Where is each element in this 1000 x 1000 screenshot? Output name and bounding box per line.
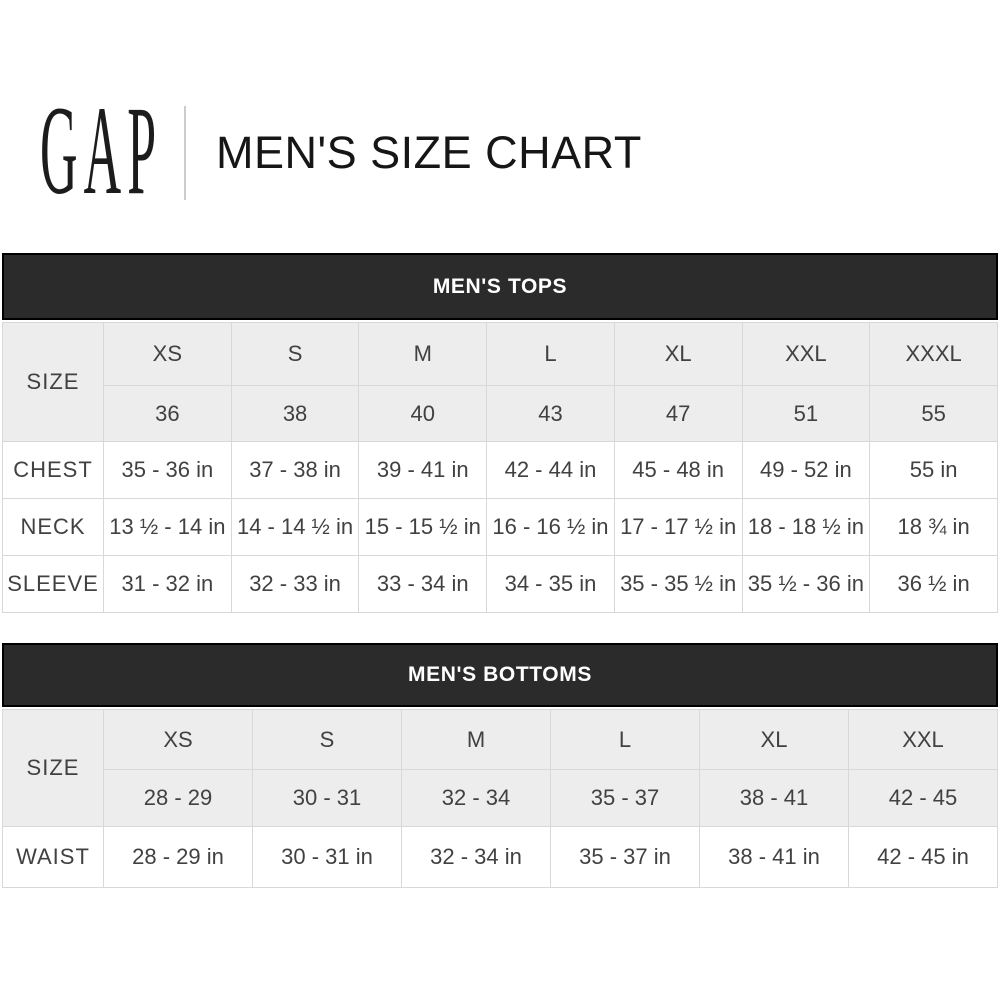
value-cell: 36 ½ in xyxy=(870,556,998,613)
size-table xyxy=(2,709,998,888)
value-cell: 14 - 14 ½ in xyxy=(231,499,359,556)
row-label-cell: WAIST xyxy=(3,827,104,888)
page-header xyxy=(0,0,1000,253)
measurement-row xyxy=(3,827,998,888)
size-letter-cell: S xyxy=(231,323,359,386)
size-number-cell: 40 xyxy=(359,386,487,442)
size-letter-cell: XS xyxy=(104,710,253,770)
value-cell: 32 - 33 in xyxy=(231,556,359,613)
value-cell: 34 - 35 in xyxy=(487,556,615,613)
table-title: MEN'S TOPS xyxy=(432,274,568,298)
value-cell: 35 - 37 in xyxy=(551,827,700,888)
value-cell: 35 - 35 ½ in xyxy=(614,556,742,613)
value-cell: 28 - 29 in xyxy=(104,827,253,888)
gap-logo xyxy=(40,78,163,221)
size-letter-cell: XL xyxy=(700,710,849,770)
value-cell: 31 - 32 in xyxy=(104,556,232,613)
size-letters-row xyxy=(3,323,998,386)
table-title: MEN'S BOTTOMS xyxy=(408,663,592,686)
gap-logo-text: GAP xyxy=(40,78,163,221)
value-cell: 16 - 16 ½ in xyxy=(487,499,615,556)
size-letter-cell: L xyxy=(487,323,615,386)
size-number-cell: 30 - 31 xyxy=(253,770,402,827)
value-cell: 38 - 41 in xyxy=(700,827,849,888)
value-cell: 49 - 52 in xyxy=(742,442,870,499)
measurement-row xyxy=(3,499,998,556)
size-number-cell: 35 - 37 xyxy=(551,770,700,827)
size-charts xyxy=(0,253,1000,888)
size-numbers-row xyxy=(3,770,998,827)
value-cell: 18 - 18 ½ in xyxy=(742,499,870,556)
mens-tops-section xyxy=(2,253,998,613)
size-label-cell: SIZE xyxy=(3,323,104,442)
table-title-bar xyxy=(2,643,998,707)
header-divider xyxy=(184,106,186,200)
size-number-cell: 36 xyxy=(104,386,232,442)
value-cell: 42 - 44 in xyxy=(487,442,615,499)
size-letter-cell: XXL xyxy=(849,710,998,770)
row-label-cell: SLEEVE xyxy=(3,556,104,613)
value-cell: 32 - 34 in xyxy=(402,827,551,888)
size-number-cell: 55 xyxy=(870,386,998,442)
value-cell: 35 ½ - 36 in xyxy=(742,556,870,613)
size-letter-cell: XS xyxy=(104,323,232,386)
size-number-cell: 43 xyxy=(487,386,615,442)
value-cell: 15 - 15 ½ in xyxy=(359,499,487,556)
table-title-bar xyxy=(2,253,998,320)
size-letters-row xyxy=(3,710,998,770)
size-table xyxy=(2,322,998,613)
size-number-cell: 51 xyxy=(742,386,870,442)
size-number-cell: 38 - 41 xyxy=(700,770,849,827)
size-letter-cell: M xyxy=(359,323,487,386)
value-cell: 45 - 48 in xyxy=(614,442,742,499)
value-cell: 18 ¾ in xyxy=(870,499,998,556)
value-cell: 13 ½ - 14 in xyxy=(104,499,232,556)
size-numbers-row xyxy=(3,386,998,442)
size-number-cell: 32 - 34 xyxy=(402,770,551,827)
value-cell: 37 - 38 in xyxy=(231,442,359,499)
value-cell: 17 - 17 ½ in xyxy=(614,499,742,556)
size-number-cell: 47 xyxy=(614,386,742,442)
value-cell: 35 - 36 in xyxy=(104,442,232,499)
size-number-cell: 28 - 29 xyxy=(104,770,253,827)
mens-bottoms-section xyxy=(2,643,998,888)
measurement-row xyxy=(3,556,998,613)
value-cell: 42 - 45 in xyxy=(849,827,998,888)
row-label-cell: NECK xyxy=(3,499,104,556)
measurement-row xyxy=(3,442,998,499)
size-letter-cell: M xyxy=(402,710,551,770)
size-number-cell: 42 - 45 xyxy=(849,770,998,827)
value-cell: 30 - 31 in xyxy=(253,827,402,888)
size-number-cell: 38 xyxy=(231,386,359,442)
size-letter-cell: S xyxy=(253,710,402,770)
value-cell: 33 - 34 in xyxy=(359,556,487,613)
row-label-cell: CHEST xyxy=(3,442,104,499)
value-cell: 39 - 41 in xyxy=(359,442,487,499)
value-cell: 55 in xyxy=(870,442,998,499)
size-label-cell: SIZE xyxy=(3,710,104,827)
size-letter-cell: L xyxy=(551,710,700,770)
size-letter-cell: XL xyxy=(614,323,742,386)
size-letter-cell: XXL xyxy=(742,323,870,386)
size-letter-cell: XXXL xyxy=(870,323,998,386)
page-title: MEN'S SIZE CHART xyxy=(216,126,642,178)
